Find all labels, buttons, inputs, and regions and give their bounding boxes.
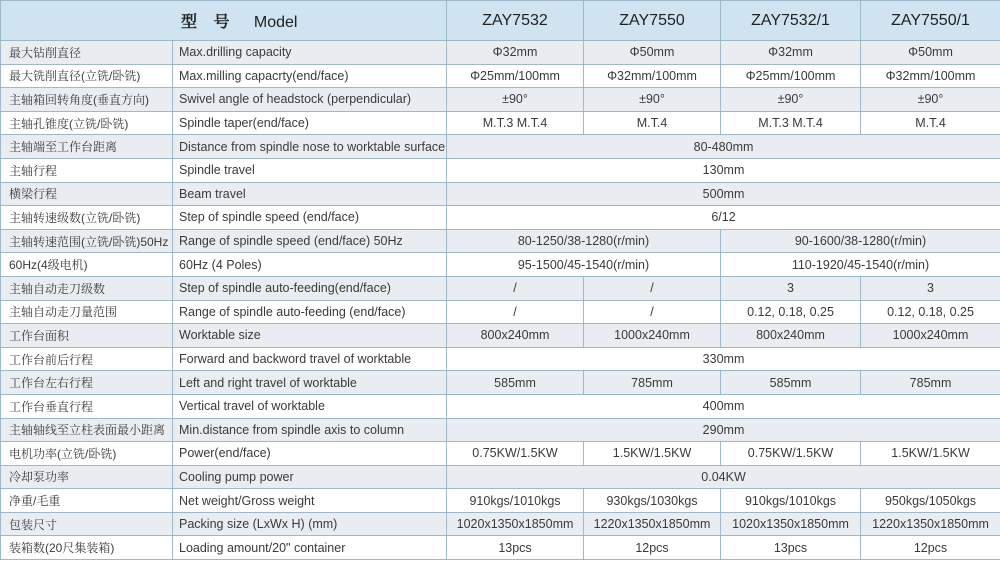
table-row bbox=[1, 111, 1000, 135]
spec-label-en: Left and right travel of worktable bbox=[173, 371, 447, 395]
model-header: ZAY7550 bbox=[584, 1, 721, 41]
spec-label-en: Net weight/Gross weight bbox=[173, 489, 447, 513]
table-row bbox=[1, 371, 1000, 395]
spec-value: 130mm bbox=[447, 158, 1000, 182]
spec-value: Φ25mm/100mm bbox=[721, 64, 861, 88]
spec-label-en: Worktable size bbox=[173, 324, 447, 348]
table-row bbox=[1, 536, 1000, 560]
model-label-cn: 型 号 bbox=[181, 14, 236, 31]
spec-value: 80-480mm bbox=[447, 135, 1000, 159]
spec-label-en: Power(end/face) bbox=[173, 442, 447, 466]
spec-label-en: Forward and backword travel of worktable bbox=[173, 347, 447, 371]
spec-value: 585mm bbox=[721, 371, 861, 395]
table-row bbox=[1, 512, 1000, 536]
model-header: ZAY7532/1 bbox=[721, 1, 861, 41]
spec-value: Φ32mm bbox=[447, 41, 584, 65]
spec-value: ±90° bbox=[447, 88, 584, 112]
spec-label-cn: 装箱数(20尺集装箱) bbox=[1, 536, 173, 560]
spec-label-cn: 工作台前后行程 bbox=[1, 347, 173, 371]
spec-value: 12pcs bbox=[584, 536, 721, 560]
spec-label-en: Spindle taper(end/face) bbox=[173, 111, 447, 135]
model-label-en: Model bbox=[253, 14, 298, 31]
spec-label-en: Step of spindle speed (end/face) bbox=[173, 206, 447, 230]
spec-value: 3 bbox=[721, 276, 861, 300]
spec-value: 0.75KW/1.5KW bbox=[447, 442, 584, 466]
table-row bbox=[1, 347, 1000, 371]
spec-value: Φ50mm bbox=[584, 41, 721, 65]
table-row bbox=[1, 158, 1000, 182]
spec-value: 1220x1350x1850mm bbox=[861, 512, 1000, 536]
spec-value: ±90° bbox=[861, 88, 1000, 112]
spec-value: 785mm bbox=[861, 371, 1000, 395]
spec-value: 0.04KW bbox=[447, 465, 1000, 489]
spec-label-cn: 工作台左右行程 bbox=[1, 371, 173, 395]
spec-label-en: Swivel angle of headstock (perpendicular) bbox=[173, 88, 447, 112]
spec-value: 1000x240mm bbox=[861, 324, 1000, 348]
table-row bbox=[1, 88, 1000, 112]
spec-label-cn: 最大铣削直径(立铣/卧铣) bbox=[1, 64, 173, 88]
spec-value: 785mm bbox=[584, 371, 721, 395]
spec-label-cn: 净重/毛重 bbox=[1, 489, 173, 513]
spec-label-cn: 主轴箱回转角度(垂直方向) bbox=[1, 88, 173, 112]
spec-value: / bbox=[584, 300, 721, 324]
spec-label-en: Max.drilling capacity bbox=[173, 41, 447, 65]
spec-value: 930kgs/1030kgs bbox=[584, 489, 721, 513]
spec-label-en: Min.distance from spindle axis to column bbox=[173, 418, 447, 442]
spec-label-cn: 主轴转速范围(立铣/卧铣)50Hz bbox=[1, 229, 173, 253]
spec-value: 12pcs bbox=[861, 536, 1000, 560]
spec-label-cn: 横梁行程 bbox=[1, 182, 173, 206]
table-row bbox=[1, 276, 1000, 300]
spec-value: 800x240mm bbox=[721, 324, 861, 348]
spec-value: 1020x1350x1850mm bbox=[447, 512, 584, 536]
table-row bbox=[1, 182, 1000, 206]
spec-label-cn: 工作台垂直行程 bbox=[1, 394, 173, 418]
spec-value: 910kgs/1010kgs bbox=[447, 489, 584, 513]
header-row bbox=[1, 1, 1000, 41]
spec-value: M.T.3 M.T.4 bbox=[721, 111, 861, 135]
spec-value: 90-1600/38-1280(r/min) bbox=[721, 229, 1000, 253]
spec-label-en: Loading amount/20" container bbox=[173, 536, 447, 560]
spec-value: 1020x1350x1850mm bbox=[721, 512, 861, 536]
spec-value: 110-1920/45-1540(r/min) bbox=[721, 253, 1000, 277]
spec-value: 950kgs/1050kgs bbox=[861, 489, 1000, 513]
spec-value: 1.5KW/1.5KW bbox=[584, 442, 721, 466]
table-row bbox=[1, 135, 1000, 159]
spec-value: 800x240mm bbox=[447, 324, 584, 348]
spec-value: M.T.4 bbox=[584, 111, 721, 135]
spec-label-cn: 工作台面积 bbox=[1, 324, 173, 348]
spec-label-en: Beam travel bbox=[173, 182, 447, 206]
spec-value: M.T.3 M.T.4 bbox=[447, 111, 584, 135]
spec-label-cn: 主轴自动走刀级数 bbox=[1, 276, 173, 300]
spec-value: 1220x1350x1850mm bbox=[584, 512, 721, 536]
model-header: ZAY7532 bbox=[447, 1, 584, 41]
spec-label-en: Vertical travel of worktable bbox=[173, 394, 447, 418]
spec-label-cn: 冷却泵功率 bbox=[1, 465, 173, 489]
spec-value: 0.12, 0.18, 0.25 bbox=[721, 300, 861, 324]
spec-label-en: 60Hz (4 Poles) bbox=[173, 253, 447, 277]
spec-value: 330mm bbox=[447, 347, 1000, 371]
spec-value: Φ32mm bbox=[721, 41, 861, 65]
spec-value: 1000x240mm bbox=[584, 324, 721, 348]
spec-label-cn: 电机功率(立铣/卧铣) bbox=[1, 442, 173, 466]
table-row bbox=[1, 64, 1000, 88]
spec-label-cn: 主轴轴线至立柱表面最小距离 bbox=[1, 418, 173, 442]
table-row bbox=[1, 489, 1000, 513]
spec-label-en: Packing size (LxWx H) (mm) bbox=[173, 512, 447, 536]
table-row bbox=[1, 418, 1000, 442]
spec-label-en: Range of spindle speed (end/face) 50Hz bbox=[173, 229, 447, 253]
table-row bbox=[1, 324, 1000, 348]
spec-value: 0.12, 0.18, 0.25 bbox=[861, 300, 1000, 324]
table-row bbox=[1, 394, 1000, 418]
spec-label-en: Max.milling capacrty(end/face) bbox=[173, 64, 447, 88]
table-row bbox=[1, 442, 1000, 466]
table-row bbox=[1, 206, 1000, 230]
spec-value: Φ25mm/100mm bbox=[447, 64, 584, 88]
spec-label-cn: 主轴转速级数(立铣/卧铣) bbox=[1, 206, 173, 230]
spec-label-cn: 主轴端至工作台距离 bbox=[1, 135, 173, 159]
spec-label-cn: 包装尺寸 bbox=[1, 512, 173, 536]
spec-value: 1.5KW/1.5KW bbox=[861, 442, 1000, 466]
spec-value: 0.75KW/1.5KW bbox=[721, 442, 861, 466]
spec-value: 585mm bbox=[447, 371, 584, 395]
spec-body bbox=[1, 41, 1000, 560]
spec-label-en: Spindle travel bbox=[173, 158, 447, 182]
spec-label-en: Range of spindle auto-feeding (end/face) bbox=[173, 300, 447, 324]
spec-label-cn: 主轴行程 bbox=[1, 158, 173, 182]
spec-value: 80-1250/38-1280(r/min) bbox=[447, 229, 721, 253]
spec-value: 95-1500/45-1540(r/min) bbox=[447, 253, 721, 277]
table-row bbox=[1, 229, 1000, 253]
spec-label-cn: 主轴自动走刀量范围 bbox=[1, 300, 173, 324]
spec-label-cn: 主轴孔锥度(立铣/卧铣) bbox=[1, 111, 173, 135]
spec-value: 400mm bbox=[447, 394, 1000, 418]
spec-label-cn: 最大钻削直径 bbox=[1, 41, 173, 65]
model-header: ZAY7550/1 bbox=[861, 1, 1000, 41]
spec-value: ±90° bbox=[721, 88, 861, 112]
spec-value: Φ32mm/100mm bbox=[584, 64, 721, 88]
table-row bbox=[1, 300, 1000, 324]
spec-label-en: Step of spindle auto-feeding(end/face) bbox=[173, 276, 447, 300]
spec-value: / bbox=[447, 300, 584, 324]
spec-value: 13pcs bbox=[721, 536, 861, 560]
spec-value: 500mm bbox=[447, 182, 1000, 206]
table-row bbox=[1, 253, 1000, 277]
spec-value: Φ50mm bbox=[861, 41, 1000, 65]
spec-value: 3 bbox=[861, 276, 1000, 300]
model-header-label bbox=[1, 1, 447, 41]
spec-value: 290mm bbox=[447, 418, 1000, 442]
spec-value: ±90° bbox=[584, 88, 721, 112]
spec-value: / bbox=[584, 276, 721, 300]
table-row bbox=[1, 41, 1000, 65]
spec-value: M.T.4 bbox=[861, 111, 1000, 135]
spec-value: 910kgs/1010kgs bbox=[721, 489, 861, 513]
spec-value: / bbox=[447, 276, 584, 300]
spec-label-cn: 60Hz(4级电机) bbox=[1, 253, 173, 277]
spec-value: 6/12 bbox=[447, 206, 1000, 230]
spec-value: 13pcs bbox=[447, 536, 584, 560]
spec-label-en: Cooling pump power bbox=[173, 465, 447, 489]
spec-label-en: Distance from spindle nose to worktable surface bbox=[173, 135, 447, 159]
table-row bbox=[1, 465, 1000, 489]
spec-value: Φ32mm/100mm bbox=[861, 64, 1000, 88]
